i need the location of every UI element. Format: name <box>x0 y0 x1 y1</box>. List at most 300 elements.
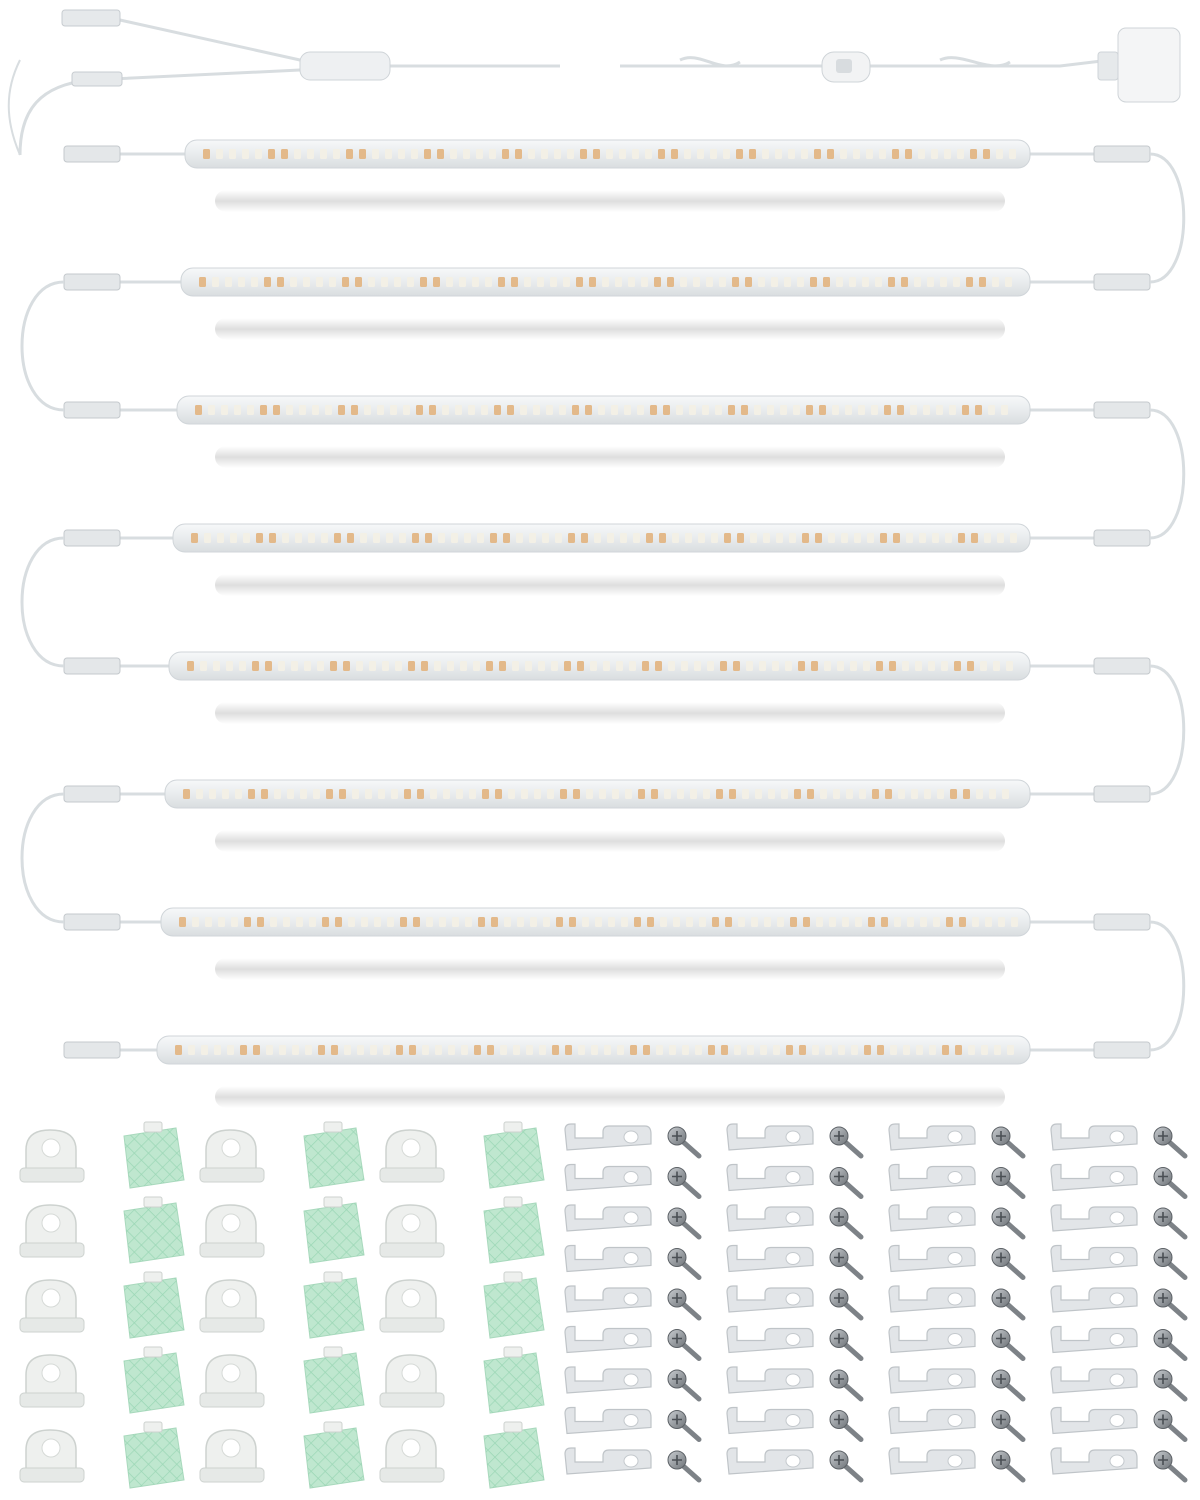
led <box>932 533 939 543</box>
led <box>378 789 385 799</box>
led <box>316 277 323 287</box>
led <box>684 149 691 159</box>
led <box>671 149 678 159</box>
bracket-hole <box>624 1131 638 1143</box>
led <box>437 149 444 159</box>
led <box>515 149 522 159</box>
bracket-hole <box>624 1334 638 1346</box>
led <box>422 1045 429 1055</box>
led <box>373 533 380 543</box>
led <box>942 1045 949 1055</box>
mounting-bracket-icon <box>565 1124 651 1150</box>
led <box>400 917 407 927</box>
screw-icon <box>1154 1330 1185 1359</box>
led <box>421 661 428 671</box>
clip-base <box>200 1393 264 1407</box>
screw-icon <box>1154 1127 1185 1156</box>
led <box>399 533 406 543</box>
bracket-hole <box>1110 1415 1124 1427</box>
led <box>858 405 865 415</box>
pad-grid <box>124 1278 184 1338</box>
mounting-bracket-icon <box>565 1165 651 1191</box>
led <box>266 1045 273 1055</box>
led <box>920 917 927 927</box>
mounting-bracket-icon <box>1051 1246 1137 1272</box>
led <box>346 149 353 159</box>
led <box>385 149 392 159</box>
cable-clip-icon <box>380 1355 444 1407</box>
led <box>754 405 761 415</box>
led <box>426 917 433 927</box>
led <box>712 917 719 927</box>
screw-icon <box>830 1249 861 1278</box>
led <box>695 1045 702 1055</box>
led <box>871 405 878 415</box>
led <box>369 661 376 671</box>
cable-clip-icon <box>20 1430 84 1482</box>
screw-icon <box>1154 1289 1185 1318</box>
led <box>569 917 576 927</box>
light-bar <box>64 396 1150 468</box>
led <box>602 277 609 287</box>
adhesive-pad-icon <box>304 1422 364 1488</box>
bracket-hole <box>948 1293 962 1305</box>
pad-grid <box>304 1128 364 1188</box>
led <box>905 149 912 159</box>
led <box>733 661 740 671</box>
screw-icon <box>1154 1411 1185 1440</box>
connector-icon <box>1094 658 1150 674</box>
led <box>827 149 834 159</box>
led <box>1006 661 1013 671</box>
led <box>234 405 241 415</box>
led <box>941 661 948 671</box>
led <box>425 533 432 543</box>
led <box>372 149 379 159</box>
led <box>283 917 290 927</box>
led <box>772 661 779 671</box>
led <box>175 1045 182 1055</box>
led <box>407 277 414 287</box>
mounting-bracket-icon <box>889 1367 975 1393</box>
led <box>715 405 722 415</box>
led <box>789 533 796 543</box>
led <box>412 533 419 543</box>
screw-icon <box>830 1289 861 1318</box>
led <box>788 149 795 159</box>
cable-clip-icon <box>200 1130 264 1182</box>
led <box>585 405 592 415</box>
led <box>650 405 657 415</box>
connector-icon <box>64 914 120 930</box>
screw-icon <box>992 1289 1023 1318</box>
led <box>439 917 446 927</box>
clip-base <box>380 1243 444 1257</box>
mounting-bracket-icon <box>889 1124 975 1150</box>
led <box>997 533 1004 543</box>
led <box>468 405 475 415</box>
led <box>755 789 762 799</box>
led <box>637 405 644 415</box>
bracket-hole <box>786 1212 800 1224</box>
led <box>1005 277 1012 287</box>
clip-hole <box>42 1139 60 1157</box>
led <box>395 661 402 671</box>
led <box>329 277 336 287</box>
led <box>191 533 198 543</box>
led <box>720 661 727 671</box>
led <box>465 917 472 927</box>
clip-hole <box>222 1364 240 1382</box>
led <box>677 789 684 799</box>
led <box>762 149 769 159</box>
bracket-hole <box>948 1455 962 1467</box>
mounting-bracket-icon <box>565 1408 651 1434</box>
led <box>351 405 358 415</box>
clip-base <box>20 1393 84 1407</box>
led <box>269 533 276 543</box>
led <box>305 1045 312 1055</box>
led <box>732 277 739 287</box>
led <box>837 661 844 671</box>
led <box>413 917 420 927</box>
cable-clip-icon <box>380 1280 444 1332</box>
led <box>446 277 453 287</box>
led <box>317 661 324 671</box>
pad-grid <box>304 1353 364 1413</box>
led <box>398 149 405 159</box>
cable-clip-icon <box>20 1280 84 1332</box>
clip-hole <box>222 1439 240 1457</box>
led <box>1010 533 1017 543</box>
led <box>958 533 965 543</box>
led <box>693 277 700 287</box>
led <box>660 917 667 927</box>
led <box>281 149 288 159</box>
connector-icon <box>1094 530 1150 546</box>
led <box>344 1045 351 1055</box>
led <box>682 1045 689 1055</box>
led <box>967 661 974 671</box>
bracket-hole <box>786 1293 800 1305</box>
screw-icon <box>992 1249 1023 1278</box>
led <box>959 917 966 927</box>
mounting-bracket-icon <box>1051 1408 1137 1434</box>
led <box>962 405 969 415</box>
led <box>763 533 770 543</box>
led <box>312 405 319 415</box>
led <box>300 789 307 799</box>
led <box>690 789 697 799</box>
led <box>786 1045 793 1055</box>
led <box>261 789 268 799</box>
led <box>456 789 463 799</box>
connector-icon <box>64 274 120 290</box>
pad-tab <box>144 1422 162 1432</box>
led <box>815 533 822 543</box>
led <box>374 917 381 927</box>
led <box>524 277 531 287</box>
mounting-bracket-icon <box>889 1327 975 1353</box>
led <box>502 149 509 159</box>
clip-base <box>200 1318 264 1332</box>
led <box>214 1045 221 1055</box>
light-bar <box>64 652 1150 724</box>
led <box>669 1045 676 1055</box>
led <box>593 149 600 159</box>
led <box>576 277 583 287</box>
bracket-hole <box>786 1172 800 1184</box>
led <box>396 1045 403 1055</box>
pad-tab <box>144 1347 162 1357</box>
led <box>521 789 528 799</box>
screw-icon <box>830 1127 861 1156</box>
bracket-hole <box>948 1334 962 1346</box>
clip-hole <box>402 1439 420 1457</box>
led <box>911 789 918 799</box>
led <box>686 917 693 927</box>
mounting-bracket-icon <box>727 1165 813 1191</box>
mounting-bracket-icon <box>727 1327 813 1353</box>
led <box>1007 1045 1014 1055</box>
led <box>291 661 298 671</box>
loop-cable <box>22 282 64 410</box>
led <box>417 789 424 799</box>
led <box>292 1045 299 1055</box>
led <box>188 1045 195 1055</box>
adhesive-pad-icon <box>304 1272 364 1338</box>
mounting-bracket-icon <box>889 1286 975 1312</box>
led <box>980 661 987 671</box>
led <box>294 149 301 159</box>
bracket-hole <box>948 1253 962 1265</box>
led <box>461 1045 468 1055</box>
led <box>981 1045 988 1055</box>
led <box>251 277 258 287</box>
connector-icon <box>1094 146 1150 162</box>
led <box>299 405 306 415</box>
led <box>850 661 857 671</box>
bar-shadow <box>215 958 1005 980</box>
led <box>543 917 550 927</box>
led <box>573 789 580 799</box>
led <box>201 1045 208 1055</box>
led <box>304 661 311 671</box>
led <box>243 533 250 543</box>
led <box>849 277 856 287</box>
led <box>676 405 683 415</box>
connector-icon <box>1094 274 1150 290</box>
led <box>711 533 718 543</box>
led <box>983 149 990 159</box>
led <box>595 917 602 927</box>
led <box>330 661 337 671</box>
cable-clip-icon <box>200 1205 264 1257</box>
mounting-bracket-icon <box>565 1246 651 1272</box>
led <box>183 789 190 799</box>
led <box>771 277 778 287</box>
led <box>322 917 329 927</box>
cable-clip-icon <box>20 1130 84 1182</box>
led <box>1011 917 1018 927</box>
mounting-bracket-icon <box>1051 1286 1137 1312</box>
led <box>196 789 203 799</box>
led <box>554 149 561 159</box>
led <box>599 789 606 799</box>
led <box>764 917 771 927</box>
led <box>487 1045 494 1055</box>
bracket-hole <box>1110 1334 1124 1346</box>
loop-cable <box>22 538 64 666</box>
mounting-bracket-icon <box>889 1448 975 1474</box>
led <box>898 789 905 799</box>
led <box>611 405 618 415</box>
led <box>867 533 874 543</box>
led <box>875 277 882 287</box>
led <box>625 789 632 799</box>
led <box>494 405 501 415</box>
led <box>270 917 277 927</box>
connector-icon <box>1094 786 1150 802</box>
led <box>225 277 232 287</box>
power-wiring <box>9 20 1110 155</box>
light-bar <box>64 780 1150 852</box>
led <box>357 1045 364 1055</box>
led <box>230 533 237 543</box>
led <box>745 277 752 287</box>
led <box>303 277 310 287</box>
led <box>318 1045 325 1055</box>
pad-tab <box>504 1347 522 1357</box>
adhesive-pad-icon <box>484 1197 544 1263</box>
mounting-bracket-icon <box>727 1124 813 1150</box>
led <box>325 405 332 415</box>
led <box>247 405 254 415</box>
loop-cable <box>1150 922 1184 1050</box>
led <box>760 1045 767 1055</box>
led <box>235 789 242 799</box>
led <box>915 661 922 671</box>
led <box>526 1045 533 1055</box>
led <box>785 661 792 671</box>
led <box>794 789 801 799</box>
pad-grid <box>484 1278 544 1338</box>
screw-icon <box>830 1208 861 1237</box>
led <box>880 533 887 543</box>
led <box>508 789 515 799</box>
pad-tab <box>324 1272 342 1282</box>
led <box>854 533 861 543</box>
led <box>655 661 662 671</box>
led <box>604 1045 611 1055</box>
led <box>203 149 210 159</box>
pad-grid <box>124 1353 184 1413</box>
led <box>892 149 899 159</box>
led <box>403 405 410 415</box>
led <box>897 405 904 415</box>
led <box>209 789 216 799</box>
led <box>377 405 384 415</box>
led <box>550 277 557 287</box>
mounting-bracket-icon <box>1051 1205 1137 1231</box>
led <box>621 917 628 927</box>
led <box>931 149 938 159</box>
led <box>390 405 397 415</box>
led <box>884 405 891 415</box>
led <box>529 533 536 543</box>
led <box>551 661 558 671</box>
loop-cable <box>22 794 64 922</box>
loop-cable <box>1150 666 1184 794</box>
bracket-hole <box>786 1455 800 1467</box>
loop-cable <box>1150 410 1184 538</box>
led <box>538 661 545 671</box>
led <box>255 149 262 159</box>
screw-icon <box>1154 1208 1185 1237</box>
led <box>953 277 960 287</box>
led <box>985 917 992 927</box>
bracket-hole <box>624 1293 638 1305</box>
led <box>443 789 450 799</box>
led <box>434 661 441 671</box>
pad-grid <box>124 1428 184 1488</box>
led <box>472 277 479 287</box>
led <box>642 661 649 671</box>
loop-cable <box>1150 154 1184 282</box>
led <box>361 917 368 927</box>
led <box>721 1045 728 1055</box>
led <box>885 789 892 799</box>
led <box>966 277 973 287</box>
led <box>563 277 570 287</box>
led <box>282 533 289 543</box>
bracket-hole <box>948 1172 962 1184</box>
led <box>556 917 563 927</box>
adhesive-pad-icon <box>484 1347 544 1413</box>
led <box>348 917 355 927</box>
led <box>689 405 696 415</box>
led <box>448 1045 455 1055</box>
led <box>485 277 492 287</box>
clip-base <box>200 1243 264 1257</box>
screw-icon <box>1154 1451 1185 1480</box>
led <box>447 661 454 671</box>
bar-shadow <box>215 190 1005 212</box>
led <box>758 277 765 287</box>
mounting-bracket-icon <box>1051 1124 1137 1150</box>
led <box>424 149 431 159</box>
clip-hole <box>42 1364 60 1382</box>
screw-icon <box>830 1168 861 1197</box>
bracket-hole <box>786 1131 800 1143</box>
led <box>326 789 333 799</box>
led <box>775 149 782 159</box>
led <box>296 917 303 927</box>
led <box>580 149 587 159</box>
led <box>342 277 349 287</box>
screw-icon <box>992 1330 1023 1359</box>
mounting-bracket-icon <box>1051 1367 1137 1393</box>
bracket-hole <box>624 1455 638 1467</box>
led <box>430 789 437 799</box>
pad-grid <box>484 1353 544 1413</box>
led <box>321 533 328 543</box>
led <box>876 661 883 671</box>
led <box>387 917 394 927</box>
adhesive-pad-icon <box>124 1122 184 1188</box>
led <box>929 1045 936 1055</box>
led <box>937 789 944 799</box>
